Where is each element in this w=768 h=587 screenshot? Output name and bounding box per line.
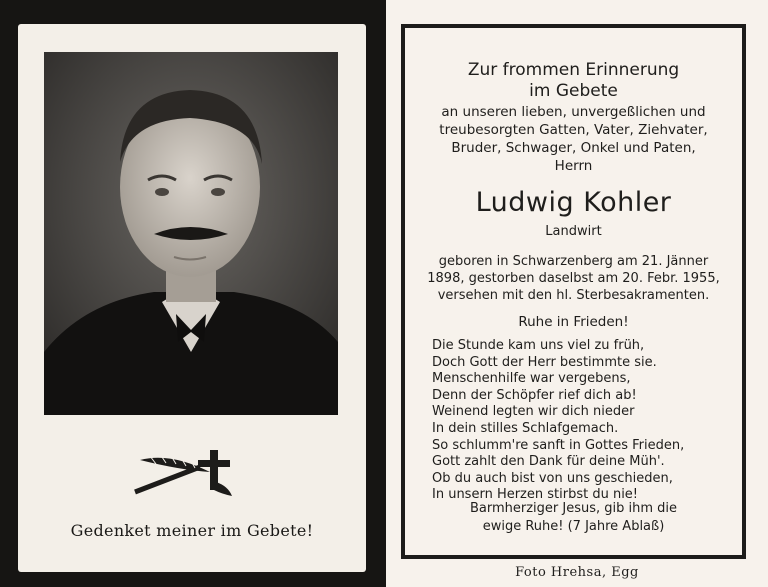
prayer-line: ewige Ruhe! (7 Jahre Ablaß) — [482, 519, 665, 534]
heading-line: Zur frommen Erinnerung — [467, 60, 680, 80]
heading — [401, 60, 746, 102]
rest-in-peace: Ruhe in Frieden! — [518, 314, 629, 330]
poem — [432, 338, 742, 504]
portrait-photo — [44, 52, 338, 415]
poem-line: Die Stunde kam uns viel zu früh, — [432, 338, 645, 353]
prayer — [401, 500, 746, 536]
intro-line: treubesorgten Gatten, Vater, Ziehvater, — [439, 122, 708, 138]
poem-line: Ob du auch bist von uns geschieden, — [432, 470, 673, 486]
memorial-card-front — [18, 24, 366, 572]
poem-line: Weinend legten wir dich nieder — [432, 404, 635, 420]
prayer-line: Barmherziger Jesus, gib ihm die — [469, 501, 678, 516]
poem-line: Doch Gott der Herr bestimmte sie. — [432, 354, 657, 370]
biography — [401, 253, 746, 304]
bio-line: geboren in Schwarzenberg am 21. Jänner — [438, 254, 709, 269]
memorial-card-back — [386, 0, 768, 587]
poem-line: Menschenhilfe war vergebens, — [432, 371, 631, 387]
bio-line: versehen mit den hl. Sterbesakramenten. — [437, 288, 710, 303]
poem-line: In dein stilles Schlafgemach. — [432, 420, 619, 436]
poem-line: So schlumm're sanft in Gottes Frieden, — [432, 437, 685, 453]
occupation: Landwirt — [545, 224, 602, 239]
deceased-name: Ludwig Kohler — [475, 187, 672, 218]
poem-line: In unsern Herzen stirbst du nie! — [432, 487, 639, 503]
motto-text: Gedenket meiner im Gebete! — [70, 521, 314, 540]
palm-cross-emblem-icon — [130, 442, 250, 502]
poem-line: Denn der Schöpfer rief dich ab! — [432, 387, 637, 403]
poem-line: Gott zahlt den Dank für deine Müh'. — [432, 454, 665, 470]
intro-text — [401, 103, 746, 175]
bio-line: 1898, gestorben daselbst am 20. Febr. 1955, — [427, 271, 720, 286]
intro-line: Herrn — [554, 158, 593, 174]
intro-line: Bruder, Schwager, Onkel und Paten, — [451, 140, 696, 156]
photographer-credit: Foto Hrehsa, Egg — [515, 565, 639, 580]
heading-line: im Gebete — [529, 81, 618, 101]
intro-line: an unseren lieben, unvergeßlichen und — [441, 104, 706, 120]
